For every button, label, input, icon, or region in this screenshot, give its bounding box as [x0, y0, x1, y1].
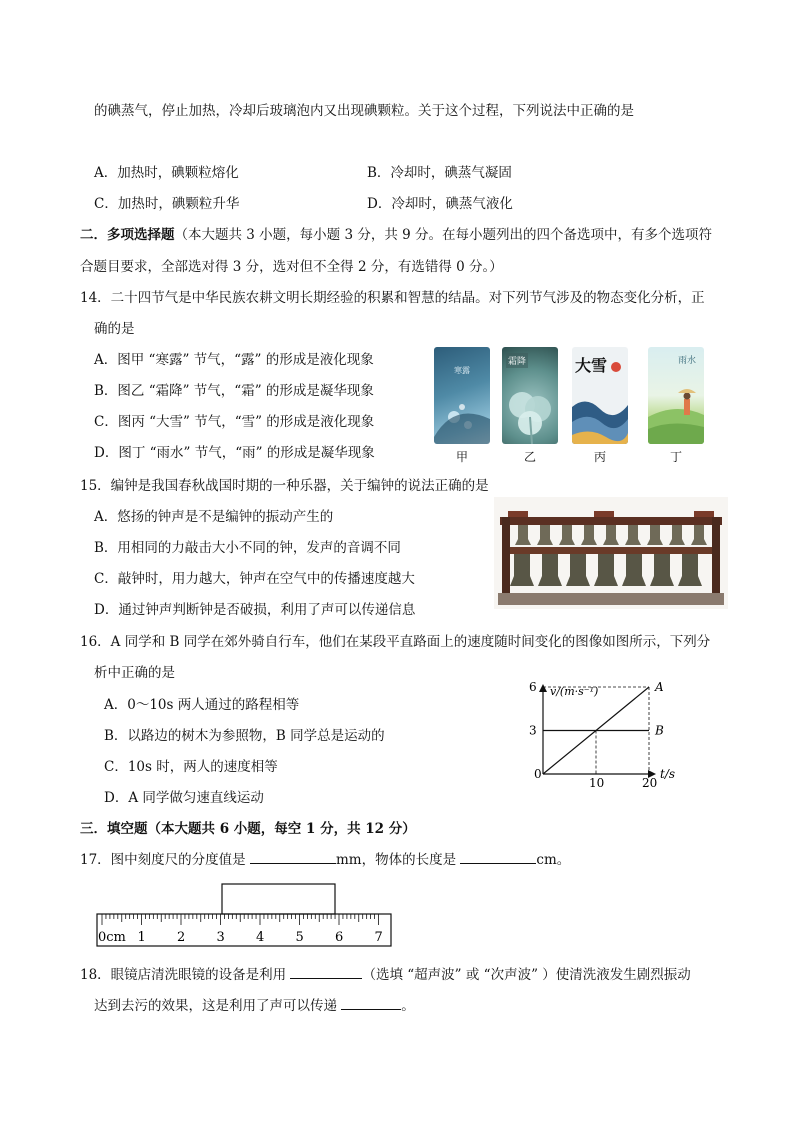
q18-text-2: （选填 “超声波” 或 “次声波” ）使清洗液发生剧烈振动 — [362, 967, 691, 983]
section2-title: 二．多项选择题 — [80, 227, 175, 243]
q18-text-1: 18．眼镜店清洗眼镜的设备是利用 — [80, 967, 287, 983]
ruler-label: 4 — [256, 930, 265, 945]
caption-ding: 丁 — [669, 450, 682, 464]
q17-text-1: 17．图中刻度尺的分度值是 — [80, 852, 246, 868]
q14-option-c: C．图丙 “大雪” 节气，“雪” 的形成是液化现象 — [94, 414, 375, 430]
q18-stem-line2 — [94, 997, 415, 1015]
q18-text-3: 达到去污的效果，这是利用了声可以传递 — [94, 998, 337, 1014]
image-ding — [648, 347, 704, 444]
q18-stem — [80, 966, 691, 984]
q17-text-2: mm，物体的长度是 — [335, 852, 457, 868]
q15-option-a: A．悠扬的钟声是不是编钟的振动产生的 — [94, 509, 334, 525]
q18-blank-2[interactable] — [341, 997, 401, 1010]
caption-yi: 乙 — [523, 450, 536, 464]
q18-blank-1[interactable] — [290, 966, 362, 979]
q13-option-b: B．冷却时，碘蒸气凝固 — [367, 165, 512, 181]
hanlu-text: 寒露 — [454, 366, 470, 375]
section2-header — [80, 226, 712, 244]
image-bing — [572, 347, 628, 444]
q15-option-c: C．敲钟时，用力越大，钟声在空气中的传播速度越大 — [94, 571, 415, 587]
q18-text-4: 。 — [401, 998, 415, 1014]
q14-stem: 14．二十四节气是中华民族农耕文明长期经验的积累和智慧的结晶。对下列节气涉及的物态变化分析，正 — [80, 290, 705, 306]
image-jia — [434, 347, 490, 444]
ruler-label: 2 — [177, 930, 186, 945]
ruler-label: 3 — [216, 930, 225, 945]
y-axis-arrow — [539, 684, 547, 692]
section2-desc-line2: 合题目要求，全部选对得 3 分，选对但不全得 2 分，有选错得 0 分。） — [80, 259, 503, 275]
x-tick-label-20: 20 — [642, 776, 658, 790]
q16-option-b: B．以路边的树木为参照物，B 同学总是运动的 — [104, 728, 385, 744]
q16-option-d: D．A 同学做匀速直线运动 — [104, 790, 264, 806]
q15-option-d: D．通过钟声判断钟是否破损，利用了声可以传递信息 — [94, 602, 416, 618]
series-label-A: A — [655, 680, 664, 694]
ruler-label: 5 — [295, 930, 304, 945]
x-tick-label-10: 10 — [589, 776, 605, 790]
q13-option-a: A．加热时，碘颗粒熔化 — [94, 165, 239, 181]
q17-stem — [80, 851, 570, 869]
q14-option-a: A．图甲 “寒露” 节气，“露” 的形成是液化现象 — [94, 352, 374, 368]
q13-option-c: C．加热时，碘颗粒升华 — [94, 196, 240, 212]
q17-blank-2[interactable] — [460, 851, 536, 864]
q17-blank-1[interactable] — [250, 851, 336, 864]
q17-text-3: cm。 — [536, 852, 571, 868]
q16-option-c: C．10s 时，两人的速度相等 — [104, 759, 278, 775]
caption-bing: 丙 — [593, 450, 606, 464]
bianzhong-picture — [494, 497, 728, 609]
caption-jia: 甲 — [455, 450, 468, 464]
q16-option-a: A．0～10s 两人通过的路程相等 — [104, 697, 300, 713]
ruler-label: 7 — [374, 930, 383, 945]
image-yi — [502, 347, 558, 444]
section2-desc: （本大题共 3 小题，每小题 3 分，共 9 分。在每小题列出的四个备选项中，有多个选项符 — [174, 227, 713, 243]
hanlu-picture — [434, 347, 490, 444]
q16-stem: 16．A 同学和 B 同学在郊外骑自行车，他们在某段平直路面上的速度随时间变化的图像如图所示，下列分 — [80, 634, 711, 650]
q15-option-b: B．用相同的力敲击大小不同的钟，发声的音调不同 — [94, 540, 401, 556]
q13-continuation: 的碘蒸气，停止加热，冷却后玻璃泡内又出现碘颗粒。关于这个过程，下列说法中正确的是 — [94, 103, 634, 119]
x-axis-label: t/s — [660, 767, 676, 781]
daxue-text: 大雪 — [575, 356, 608, 375]
q14-stem-cont: 确的是 — [94, 321, 135, 337]
q14-option-d: D．图丁 “雨水” 节气，“雨” 的形成是凝华现象 — [94, 445, 375, 461]
q13-option-d: D．冷却时，碘蒸气液化 — [367, 196, 513, 212]
ruler-label: 6 — [335, 930, 344, 945]
series-label-B: B — [655, 723, 664, 738]
ruler-label: 0cm — [98, 930, 126, 945]
q16-stem-cont: 析中正确的是 — [94, 665, 175, 681]
y-axis-label: v/(m·s⁻¹) — [550, 685, 599, 698]
yushui-text: 雨水 — [678, 356, 697, 366]
y-tick-label-6: 6 — [529, 680, 537, 694]
q15-stem: 15．编钟是我国春秋战国时期的一种乐器，关于编钟的说法正确的是 — [80, 478, 489, 494]
q14-option-b: B．图乙 “霜降” 节气，“霜” 的形成是凝华现象 — [94, 383, 374, 399]
measured-object — [222, 884, 335, 914]
section3-title: 三．填空题（本大题共 6 小题，每空 1 分，共 12 分） — [80, 821, 416, 837]
y-tick-label-3: 3 — [529, 723, 537, 738]
ruler-label: 1 — [137, 930, 146, 945]
ruler-figure — [94, 880, 394, 950]
velocity-time-chart — [520, 680, 680, 790]
origin-label: 0 — [534, 767, 542, 781]
shuangjiang-text: 霜降 — [506, 353, 528, 368]
